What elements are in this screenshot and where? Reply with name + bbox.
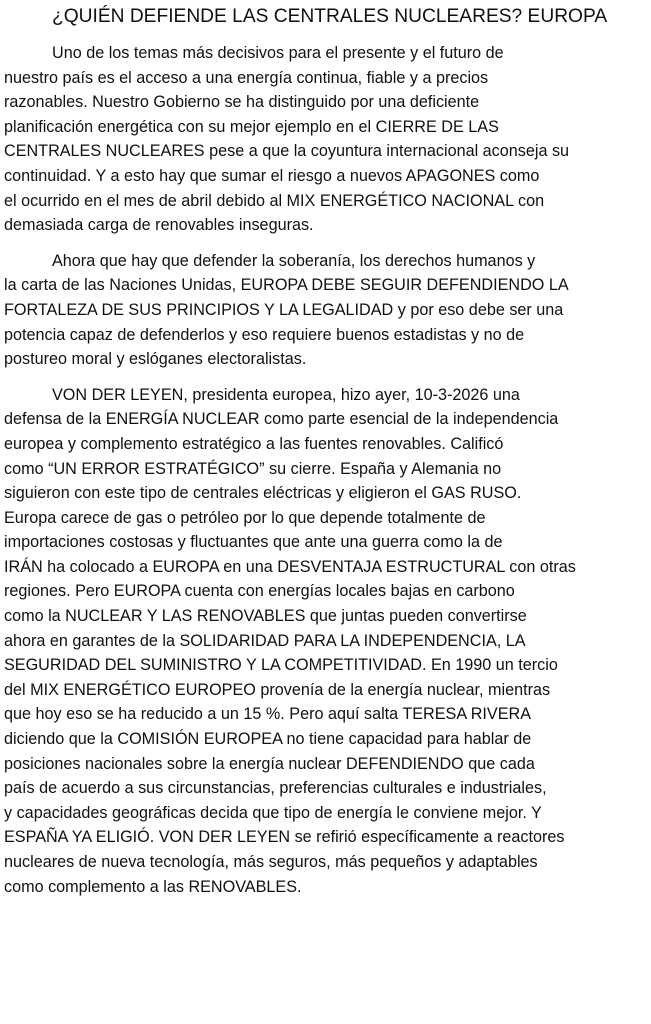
document-title: ¿QUIÉN DEFIENDE LAS CENTRALES NUCLEARES? EUROPA <box>52 6 608 27</box>
text-line: defensa de la ENERGÍA NUCLEAR como parte esencial de la independencia <box>4 410 559 429</box>
text-line: Europa carece de gas o petróleo por lo que depende totalmente de <box>4 508 486 527</box>
text-line: FORTALEZA DE SUS PRINCIPIOS Y LA LEGALIDAD y por eso debe ser una <box>4 300 564 319</box>
text-line: europea y complemento estratégico a las fuentes renovables. Calificó <box>4 434 504 453</box>
text-line: siguieron con este tipo de centrales eléctricas y eligieron el GAS RUSO. <box>4 484 522 503</box>
text-line: continuidad. Y a esto hay que sumar el riesgo a nuevos APAGONES como <box>4 166 540 185</box>
text-line: que hoy eso se ha reducido a un 15 %. Pero aquí salta TERESA RIVERA <box>4 705 532 724</box>
text-line: demasiada carga de renovables inseguras. <box>4 216 314 235</box>
paragraph-1 <box>4 41 645 238</box>
text-line: la carta de las Naciones Unidas, EUROPA DEBE SEGUIR DEFENDIENDO LA <box>4 276 569 295</box>
text-line: ahora en garantes de la SOLIDARIDAD PARA LA INDEPENDENCIA, LA <box>4 631 526 650</box>
text-line: SEGURIDAD DEL SUMINISTRO Y LA COMPETITIVIDAD. En 1990 un tercio <box>4 656 558 675</box>
text-line: diciendo que la COMISIÓN EUROPEA no tiene capacidad para hablar de <box>4 730 532 749</box>
text-line: Uno de los temas más decisivos para el presente y el futuro de <box>52 44 504 62</box>
text-line: IRÁN ha colocado a EUROPA en una DESVENTAJA ESTRUCTURAL con otras <box>4 557 576 576</box>
text-line: postureo moral y eslóganes electoralistas. <box>4 350 307 369</box>
text-line: como la NUCLEAR Y LAS RENOVABLES que juntas pueden convertirse <box>4 607 527 626</box>
text-line: planificación energética con su mejor ejemplo en el CIERRE DE LAS <box>4 117 499 136</box>
text-line: ESPAÑA YA ELIGIÓ. VON DER LEYEN se refirió específicamente a reactores <box>4 828 565 847</box>
text-line: como complemento a las RENOVABLES. <box>4 877 302 896</box>
paragraph-3 <box>4 383 645 899</box>
paragraph-2 <box>4 249 645 372</box>
text-line: CENTRALES NUCLEARES pese a que la coyuntura internacional aconseja su <box>4 142 570 161</box>
text-line: del MIX ENERGÉTICO EUROPEO provenía de la energía nuclear, mientras <box>4 680 551 699</box>
text-line: VON DER LEYEN, presidenta europea, hizo ayer, 10-3-2026 una <box>52 385 520 404</box>
text-line: el ocurrido en el mes de abril debido al MIX ENERGÉTICO NACIONAL con <box>4 191 545 210</box>
text-line: regiones. Pero EUROPA cuenta con energías locales bajas en carbono <box>4 582 515 601</box>
text-line: país de acuerdo a sus circunstancias, preferencias culturales e industriales, <box>4 779 547 798</box>
text-line: nuestro país es el acceso a una energía continua, fiable y a precios <box>4 68 489 87</box>
text-line: nucleares de nueva tecnología, más seguros, más pequeños y adaptables <box>4 853 538 871</box>
text-line: y capacidades geográficas decida que tipo de energía le conviene mejor. Y <box>4 803 542 822</box>
text-line: importaciones costosas y fluctuantes que ante una guerra como la de <box>4 533 503 552</box>
text-line: posiciones nacionales sobre la energía nuclear DEFENDIENDO que cada <box>4 754 535 773</box>
text-line: potencia capaz de defenderlos y eso requiere buenos estadistas y no de <box>4 325 525 344</box>
text-line: Ahora que hay que defender la soberanía, los derechos humanos y <box>52 251 536 270</box>
text-line: como “UN ERROR ESTRATÉGICO” su cierre. España y Alemania no <box>4 459 502 478</box>
text-line: razonables. Nuestro Gobierno se ha distinguido por una deficiente <box>4 93 480 112</box>
